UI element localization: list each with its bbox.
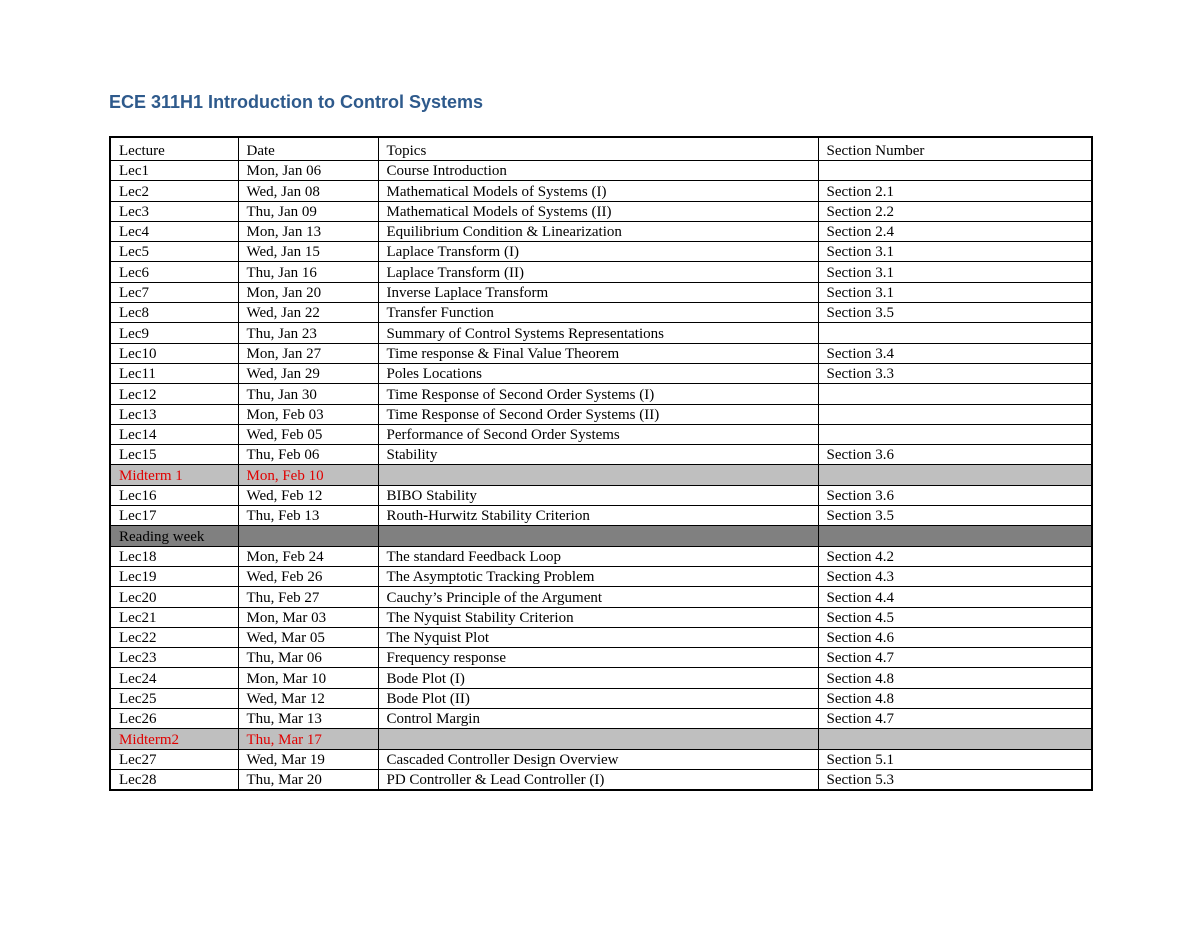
- table-row: [110, 201, 1092, 221]
- topic-cell: Stability: [378, 445, 818, 465]
- table-row: [110, 566, 1092, 586]
- date-cell: Mon, Jan 06: [238, 161, 378, 181]
- lecture-cell: Lec22: [110, 627, 238, 647]
- page-title: ECE 311H1 Introduction to Control Systems: [109, 92, 484, 112]
- date-cell: Thu, Jan 30: [238, 384, 378, 404]
- lecture-cell: Lec14: [110, 424, 238, 444]
- table-row: [110, 242, 1092, 262]
- date-cell: Wed, Jan 08: [238, 181, 378, 201]
- table-row: [110, 363, 1092, 383]
- lecture-cell: Lec5: [110, 242, 238, 262]
- section-cell: [818, 729, 1092, 749]
- date-cell: Wed, Jan 15: [238, 242, 378, 262]
- section-cell: Section 2.1: [818, 181, 1092, 201]
- section-cell: Section 5.3: [818, 769, 1092, 790]
- topic-cell: Mathematical Models of Systems (II): [378, 201, 818, 221]
- table-row: [110, 769, 1092, 790]
- table-row: [110, 221, 1092, 241]
- lecture-cell: Midterm2: [110, 729, 238, 749]
- date-cell: Wed, Mar 05: [238, 627, 378, 647]
- topic-cell: Time response & Final Value Theorem: [378, 343, 818, 363]
- date-cell: Thu, Mar 20: [238, 769, 378, 790]
- lecture-cell: Lec7: [110, 282, 238, 302]
- lecture-cell: Lec6: [110, 262, 238, 282]
- table-row: [110, 587, 1092, 607]
- topic-cell: PD Controller & Lead Controller (I): [378, 769, 818, 790]
- topic-cell: [378, 465, 818, 485]
- section-cell: [818, 526, 1092, 546]
- table-row: [110, 668, 1092, 688]
- date-cell: Thu, Mar 06: [238, 648, 378, 668]
- topic-cell: Equilibrium Condition & Linearization: [378, 221, 818, 241]
- table-row: [110, 749, 1092, 769]
- topic-cell: [378, 526, 818, 546]
- date-cell: Thu, Mar 13: [238, 709, 378, 729]
- table-row: [110, 627, 1092, 647]
- section-cell: Section 4.8: [818, 688, 1092, 708]
- topic-cell: BIBO Stability: [378, 485, 818, 505]
- lecture-cell: Lec11: [110, 363, 238, 383]
- topic-cell: Laplace Transform (II): [378, 262, 818, 282]
- date-cell: Wed, Jan 29: [238, 363, 378, 383]
- date-cell: Mon, Feb 24: [238, 546, 378, 566]
- lecture-cell: Lec19: [110, 566, 238, 586]
- topic-cell: The Asymptotic Tracking Problem: [378, 566, 818, 586]
- date-cell: Mon, Mar 10: [238, 668, 378, 688]
- topic-cell: Inverse Laplace Transform: [378, 282, 818, 302]
- section-cell: [818, 323, 1092, 343]
- section-cell: Section 3.1: [818, 242, 1092, 262]
- lecture-cell: Lec26: [110, 709, 238, 729]
- lecture-cell: Lec24: [110, 668, 238, 688]
- section-cell: Section 3.6: [818, 445, 1092, 465]
- topic-cell: [378, 729, 818, 749]
- section-cell: Section 3.5: [818, 506, 1092, 526]
- table-row: [110, 384, 1092, 404]
- lecture-cell: Lec17: [110, 506, 238, 526]
- table-row: [110, 181, 1092, 201]
- topic-cell: Performance of Second Order Systems: [378, 424, 818, 444]
- section-cell: Section 3.5: [818, 303, 1092, 323]
- topic-cell: Summary of Control Systems Representations: [378, 323, 818, 343]
- topic-cell: Cauchy’s Principle of the Argument: [378, 587, 818, 607]
- section-cell: [818, 384, 1092, 404]
- table-row: [110, 688, 1092, 708]
- topic-cell: The standard Feedback Loop: [378, 546, 818, 566]
- topic-cell: Time Response of Second Order Systems (II): [378, 404, 818, 424]
- topic-cell: Bode Plot (I): [378, 668, 818, 688]
- date-cell: Mon, Jan 13: [238, 221, 378, 241]
- lecture-cell: Lec13: [110, 404, 238, 424]
- lecture-cell: Lec8: [110, 303, 238, 323]
- table-row: [110, 404, 1092, 424]
- date-cell: Wed, Mar 19: [238, 749, 378, 769]
- lecture-cell: Lec18: [110, 546, 238, 566]
- section-cell: Section 4.7: [818, 709, 1092, 729]
- section-cell: [818, 161, 1092, 181]
- lecture-cell: Lec9: [110, 323, 238, 343]
- header-section-number: Section Number: [818, 137, 1092, 161]
- table-row: [110, 546, 1092, 566]
- section-cell: Section 4.5: [818, 607, 1092, 627]
- date-cell: Thu, Jan 23: [238, 323, 378, 343]
- section-cell: [818, 424, 1092, 444]
- section-cell: Section 4.2: [818, 546, 1092, 566]
- topic-cell: Course Introduction: [378, 161, 818, 181]
- date-cell: Wed, Feb 12: [238, 485, 378, 505]
- section-cell: Section 4.7: [818, 648, 1092, 668]
- lecture-cell: Lec15: [110, 445, 238, 465]
- header-topics: Topics: [378, 137, 818, 161]
- table-row: [110, 282, 1092, 302]
- header-lecture: Lecture: [110, 137, 238, 161]
- topic-cell: Poles Locations: [378, 363, 818, 383]
- table-row: [110, 506, 1092, 526]
- lecture-cell: Lec27: [110, 749, 238, 769]
- topic-cell: Frequency response: [378, 648, 818, 668]
- lecture-cell: Lec28: [110, 769, 238, 790]
- date-cell: Mon, Jan 20: [238, 282, 378, 302]
- section-cell: Section 3.1: [818, 262, 1092, 282]
- topic-cell: Mathematical Models of Systems (I): [378, 181, 818, 201]
- lecture-cell: Lec25: [110, 688, 238, 708]
- table-row: [110, 465, 1092, 485]
- section-cell: Section 4.6: [818, 627, 1092, 647]
- date-cell: Thu, Jan 16: [238, 262, 378, 282]
- table-row: [110, 445, 1092, 465]
- section-cell: Section 4.4: [818, 587, 1092, 607]
- topic-cell: The Nyquist Stability Criterion: [378, 607, 818, 627]
- date-cell: Thu, Feb 06: [238, 445, 378, 465]
- date-cell: Thu, Feb 13: [238, 506, 378, 526]
- table-row: [110, 323, 1092, 343]
- date-cell: Mon, Mar 03: [238, 607, 378, 627]
- date-cell: [238, 526, 378, 546]
- date-cell: Wed, Mar 12: [238, 688, 378, 708]
- lecture-cell: Lec4: [110, 221, 238, 241]
- topic-cell: Bode Plot (II): [378, 688, 818, 708]
- topic-cell: The Nyquist Plot: [378, 627, 818, 647]
- section-cell: Section 4.3: [818, 566, 1092, 586]
- table-header-row: [110, 137, 1092, 161]
- lecture-cell: Lec1: [110, 161, 238, 181]
- date-cell: Wed, Feb 26: [238, 566, 378, 586]
- schedule-table: [109, 136, 1093, 791]
- table-row: [110, 424, 1092, 444]
- topic-cell: Transfer Function: [378, 303, 818, 323]
- date-cell: Wed, Jan 22: [238, 303, 378, 323]
- section-cell: Section 2.2: [818, 201, 1092, 221]
- section-cell: Section 2.4: [818, 221, 1092, 241]
- date-cell: Mon, Jan 27: [238, 343, 378, 363]
- section-cell: Section 4.8: [818, 668, 1092, 688]
- table-row: [110, 303, 1092, 323]
- date-cell: Mon, Feb 10: [238, 465, 378, 485]
- date-cell: Thu, Mar 17: [238, 729, 378, 749]
- section-cell: Section 3.1: [818, 282, 1092, 302]
- section-cell: [818, 404, 1092, 424]
- table-row: [110, 648, 1092, 668]
- lecture-cell: Reading week: [110, 526, 238, 546]
- table-row: [110, 161, 1092, 181]
- topic-cell: Laplace Transform (I): [378, 242, 818, 262]
- section-cell: Section 3.6: [818, 485, 1092, 505]
- section-cell: Section 5.1: [818, 749, 1092, 769]
- table-row: [110, 607, 1092, 627]
- table-row: [110, 485, 1092, 505]
- header-date: Date: [238, 137, 378, 161]
- lecture-cell: Lec2: [110, 181, 238, 201]
- table-row: [110, 709, 1092, 729]
- table-row: [110, 526, 1092, 546]
- section-cell: Section 3.3: [818, 363, 1092, 383]
- topic-cell: Control Margin: [378, 709, 818, 729]
- section-cell: [818, 465, 1092, 485]
- lecture-cell: Lec16: [110, 485, 238, 505]
- table-row: [110, 343, 1092, 363]
- lecture-cell: Midterm 1: [110, 465, 238, 485]
- lecture-cell: Lec21: [110, 607, 238, 627]
- lecture-cell: Lec3: [110, 201, 238, 221]
- lecture-cell: Lec20: [110, 587, 238, 607]
- date-cell: Mon, Feb 03: [238, 404, 378, 424]
- section-cell: Section 3.4: [818, 343, 1092, 363]
- lecture-cell: Lec23: [110, 648, 238, 668]
- lecture-cell: Lec10: [110, 343, 238, 363]
- topic-cell: Cascaded Controller Design Overview: [378, 749, 818, 769]
- topic-cell: Routh-Hurwitz Stability Criterion: [378, 506, 818, 526]
- table-row: [110, 729, 1092, 749]
- topic-cell: Time Response of Second Order Systems (I): [378, 384, 818, 404]
- table-row: [110, 262, 1092, 282]
- date-cell: Thu, Feb 27: [238, 587, 378, 607]
- date-cell: Wed, Feb 05: [238, 424, 378, 444]
- date-cell: Thu, Jan 09: [238, 201, 378, 221]
- lecture-cell: Lec12: [110, 384, 238, 404]
